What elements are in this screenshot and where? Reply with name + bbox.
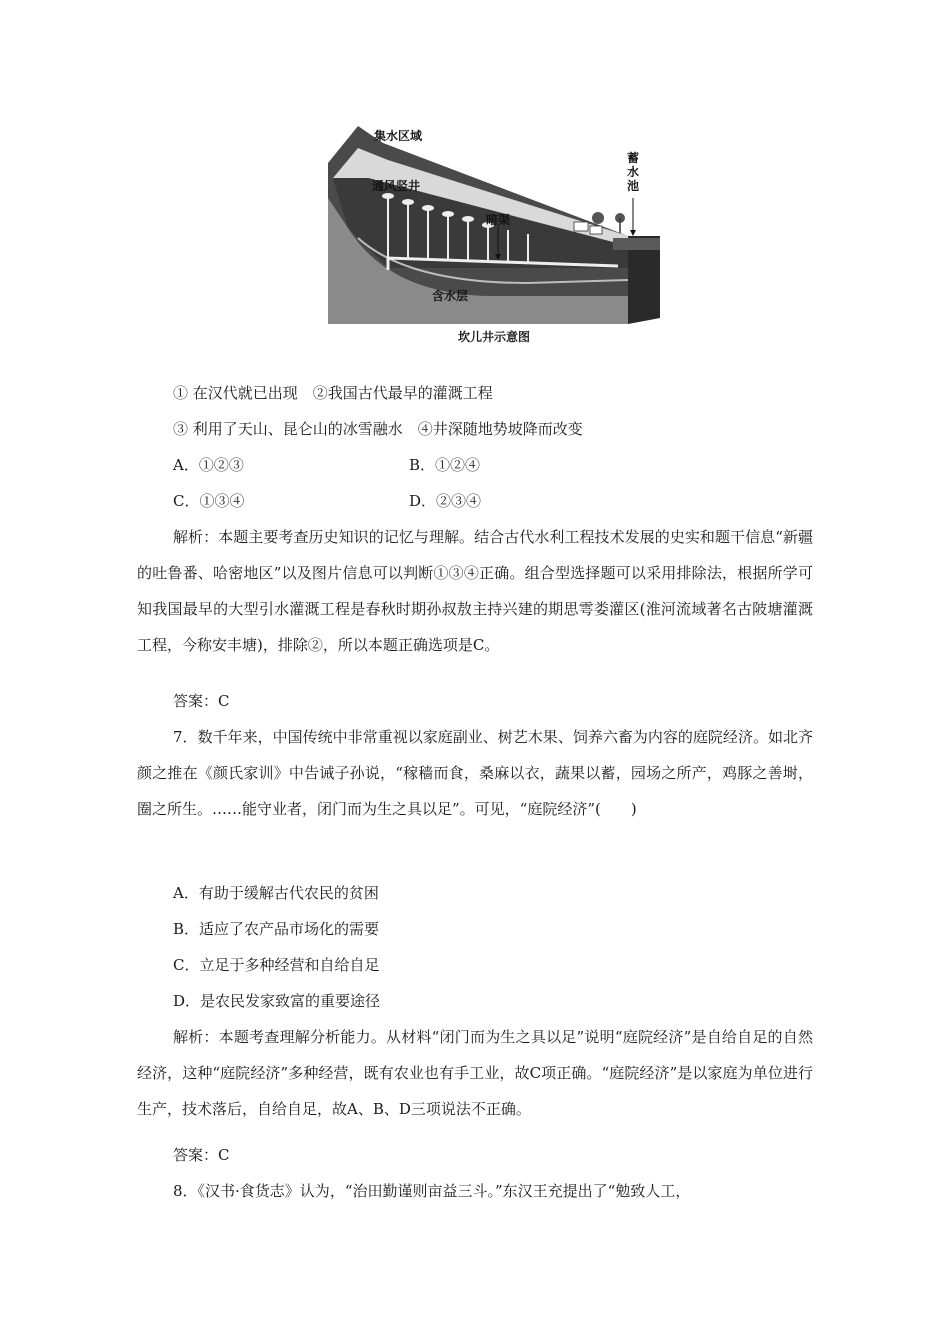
q6-statements-1: ① 在汉代就已出现 ②我国古代最早的灌溉工程 bbox=[173, 384, 493, 402]
q6-analysis: 解析：本题主要考查历史知识的记忆与理解。结合古代水利工程技术发展的史实和题干信息“新疆的吐鲁番、哈密地区”以及图片信息可以判断①③④正确。组合型选择题可以采用排除法，根据所学可知我国最早的大型引水灌溉工程是春秋时期孙叔敖主持兴建的期思雩娄灌区(淮河流域著名古陂塘灌溉工程，今称安丰塘)，排除②，所以本题正确选项是C。 bbox=[137, 528, 813, 654]
q7-answer: 答案：C bbox=[173, 1146, 230, 1164]
q7-option-c: C．立足于多种经营和自给自足 bbox=[173, 956, 380, 974]
figure-caption: 坎儿井示意图 bbox=[457, 330, 530, 344]
label-reservoir-1: 蓄 bbox=[627, 151, 640, 165]
q6-option-a: A．①②③ bbox=[173, 456, 244, 474]
q6-option-b: B．①②④ bbox=[409, 456, 481, 474]
q6-option-d: D．②③④ bbox=[409, 492, 482, 510]
q7-option-a: A．有助于缓解古代农民的贫困 bbox=[173, 884, 379, 902]
label-reservoir-2: 水 bbox=[627, 165, 640, 179]
q6-statements-2: ③ 利用了天山、昆仑山的冰雪融水 ④井深随地势坡降而改变 bbox=[173, 420, 583, 438]
q7-option-d: D．是农民发家致富的重要途径 bbox=[173, 992, 381, 1010]
q8-stem: 8．《汉书·食货志》认为，“治田勤谨则亩益三斗。”东汉王充提出了“勉致人工， bbox=[173, 1182, 691, 1200]
label-reservoir-3: 池 bbox=[627, 179, 640, 193]
q7-stem: 7．数千年来，中国传统中非常重视以家庭副业、树艺木果、饲养六畜为内容的庭院经济。如北齐颜之推在《颜氏家训》中告诫子孙说，“稼穑而食，桑麻以衣，蔬果以蓄，园场之所产，鸡豚之善埘，圈之所生。……能守业者，闭门而为生之具以足”。可见，“庭院经济”( ) bbox=[137, 728, 813, 818]
q6-option-c: C．①③④ bbox=[173, 492, 245, 510]
label-aquifer: 含水层 bbox=[432, 289, 469, 303]
q6-answer: 答案：C bbox=[173, 692, 230, 710]
q7-option-b: B．适应了农产品市场化的需要 bbox=[173, 920, 380, 938]
karez-diagram bbox=[328, 118, 660, 324]
label-catchment: 集水区域 bbox=[374, 129, 423, 143]
label-channel: 暗渠 bbox=[486, 213, 511, 227]
label-shaft: 通风竖井 bbox=[372, 179, 421, 193]
q7-analysis: 解析：本题考查理解分析能力。从材料“闭门而为生之具以足”说明“庭院经济”是自给自足的自然经济，这种“庭院经济”多种经营，既有农业也有手工业，故C项正确。“庭院经济”是以家庭为单位进行生产，技术落后，自给自足，故A、B、D三项说法不正确。 bbox=[137, 1028, 813, 1118]
